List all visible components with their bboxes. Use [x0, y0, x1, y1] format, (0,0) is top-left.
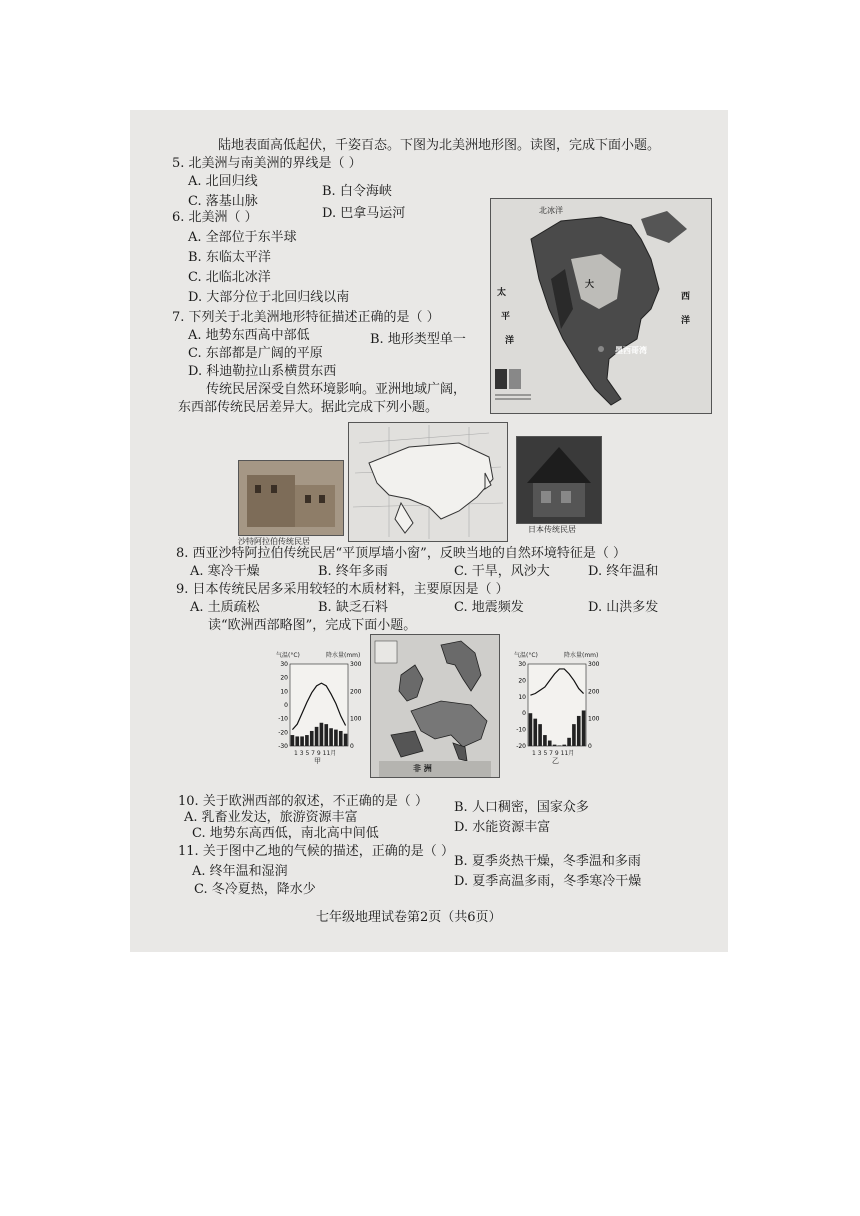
- jia-plot: [272, 658, 366, 758]
- q8-option-d[interactable]: D. 终年温和: [588, 564, 659, 579]
- jia-months: 1 3 5 7 9 11月: [294, 750, 337, 757]
- jia-temp-tick: -30: [278, 743, 288, 750]
- q5-option-d[interactable]: D. 巴拿马运河: [322, 206, 406, 221]
- label-pacific-2: 平: [501, 312, 511, 322]
- intro-europe: 读“欧洲西部略图”，完成下面小题。: [208, 618, 417, 633]
- jia-precip-bar: [310, 731, 314, 746]
- north-america-map: [490, 198, 712, 414]
- yi-precip-bar: [572, 724, 576, 746]
- yi-precip-bar: [553, 745, 557, 746]
- yi-precip-bar: [538, 724, 542, 746]
- yi-temp-tick: 10: [518, 693, 526, 701]
- yi-temp-tick: 0: [522, 710, 526, 718]
- jia-temp-tick: 30: [280, 661, 288, 668]
- jia-precip-bar: [291, 735, 295, 746]
- jia-precip-tick: 100: [350, 715, 362, 723]
- climate-chart-jia: [272, 650, 366, 764]
- yi-precip-bar: [558, 745, 562, 746]
- saudi-house-photo: [238, 460, 344, 536]
- q11-option-c[interactable]: C. 冬冷夏热，降水少: [194, 882, 316, 897]
- yi-precip-tick: 200: [588, 688, 600, 696]
- jia-precip-bar: [300, 736, 304, 746]
- q11-option-a[interactable]: A. 终年温和湿润: [192, 864, 288, 879]
- intro-asia-2: 东西部传统民居差异大。据此完成下列小题。: [178, 400, 439, 415]
- yi-precip-bar: [582, 710, 586, 746]
- q5-option-a[interactable]: A. 北回归线: [188, 174, 258, 189]
- q7-option-c[interactable]: C. 东部都是广阔的平原: [188, 346, 323, 361]
- jia-precip-bar: [334, 730, 338, 746]
- q8-option-c[interactable]: C. 干旱，风沙大: [454, 564, 550, 579]
- q6-stem: 6. 北美洲（ ）: [172, 210, 258, 225]
- q10-option-c[interactable]: C. 地势东高西低，南北高中间低: [192, 826, 379, 841]
- jia-precip-tick: 0: [350, 743, 354, 750]
- intro-asia-1: 传统民居深受自然环境影响。亚洲地域广阔，: [206, 382, 467, 397]
- yi-precip-tick: 300: [588, 661, 600, 668]
- climate-chart-yi: [510, 650, 604, 764]
- jia-precip-tick: 300: [350, 661, 362, 668]
- q11-option-b[interactable]: B. 夏季炎热干燥，冬季温和多雨: [454, 854, 641, 869]
- yi-label: 乙: [552, 757, 559, 765]
- yi-precip-bar: [567, 738, 571, 746]
- jia-label: 甲: [314, 757, 321, 765]
- q11-option-d[interactable]: D. 夏季高温多雨，冬季寒冷干燥: [454, 874, 642, 889]
- q8-option-b[interactable]: B. 终年多雨: [318, 564, 388, 579]
- yi-plot: [510, 658, 604, 758]
- q11-stem: 11. 关于图中乙地的气候的描述，正确的是（ ）: [178, 844, 454, 859]
- jia-precip-title: 降水量(mm): [326, 652, 361, 659]
- yi-temp-tick: -10: [516, 726, 526, 734]
- q8-stem: 8. 西亚沙特阿拉伯传统民居“平顶厚墙小窗”，反映当地的自然环境特征是（ ）: [176, 546, 626, 561]
- jia-temp-title: 气温(°C): [276, 652, 300, 659]
- yi-precip-bar: [543, 735, 547, 746]
- jia-precip-bar: [324, 724, 328, 746]
- yi-temp-title: 气温(°C): [514, 652, 538, 659]
- yi-temp-tick: 20: [518, 677, 526, 685]
- jia-temp-tick: 10: [280, 688, 288, 696]
- q6-option-b[interactable]: B. 东临太平洋: [188, 250, 271, 265]
- page-footer: 七年级地理试卷第2页（共6页）: [316, 910, 502, 925]
- north-america-outline: [491, 199, 711, 413]
- jia-precip-bar: [339, 731, 343, 746]
- yi-temp-tick: 30: [518, 661, 526, 668]
- yi-temp-tick: -20: [516, 743, 526, 750]
- q9-option-d[interactable]: D. 山洪多发: [588, 600, 659, 615]
- western-europe-map: [370, 634, 500, 778]
- q9-stem: 9. 日本传统民居多采用较轻的木质材料，主要原因是（ ）: [176, 582, 509, 597]
- q8-option-a[interactable]: A. 寒冷干燥: [190, 564, 260, 579]
- q7-option-b[interactable]: B. 地形类型单一: [370, 332, 466, 347]
- jia-temp-tick: -20: [278, 729, 288, 737]
- yi-precip-title: 降水量(mm): [564, 652, 599, 659]
- q6-option-a[interactable]: A. 全部位于东半球: [188, 230, 297, 245]
- yi-precip-bar: [548, 741, 552, 746]
- q7-stem: 7. 下列关于北美洲地形特征描述正确的是（ ）: [172, 310, 440, 325]
- q10-stem: 10. 关于欧洲西部的叙述，不正确的是（ ）: [178, 794, 428, 809]
- japan-house-caption: 日本传统民居: [528, 525, 576, 534]
- label-pacific-3: 洋: [505, 336, 515, 346]
- intro-north-america: 陆地表面高低起伏，千姿百态。下图为北美洲地形图。读图，完成下面小题。: [218, 138, 661, 153]
- q10-option-b[interactable]: B. 人口稠密，国家众多: [454, 800, 589, 815]
- yi-precip-bar: [577, 716, 581, 746]
- yi-precip-bar: [562, 745, 566, 746]
- yi-precip-bar: [533, 719, 537, 746]
- jia-precip-bar: [305, 735, 309, 746]
- q9-option-b[interactable]: B. 缺乏石料: [318, 600, 388, 615]
- label-arctic-ocean: 北冰洋: [539, 206, 563, 215]
- q6-option-c[interactable]: C. 北临北冰洋: [188, 270, 271, 285]
- japan-house-photo: [516, 436, 602, 524]
- jia-precip-bar: [320, 723, 324, 746]
- q5-option-b[interactable]: B. 白令海峡: [322, 184, 392, 199]
- asia-map: [348, 422, 508, 542]
- jia-temp-tick: 0: [284, 702, 288, 709]
- label-atlantic-1: 西: [681, 292, 691, 302]
- q7-option-a[interactable]: A. 地势东西高中部低: [188, 328, 310, 343]
- label-africa: 非 洲: [413, 764, 432, 773]
- jia-precip-bar: [315, 727, 319, 746]
- yi-precip-bar: [529, 713, 533, 746]
- q5-option-c[interactable]: C. 落基山脉: [188, 194, 258, 209]
- label-gulf-of-mexico: 墨西哥湾: [615, 346, 647, 355]
- label-continent-1: 大: [585, 280, 595, 290]
- jia-temp-tick: -10: [278, 715, 288, 723]
- jia-precip-bar: [329, 728, 333, 746]
- yi-precip-tick: 0: [588, 743, 592, 750]
- jia-precip-bar: [295, 736, 299, 746]
- yi-precip-tick: 100: [588, 715, 600, 723]
- jia-temp-tick: 20: [280, 674, 288, 682]
- exam-page: [130, 110, 728, 952]
- yi-months: 1 3 5 7 9 11月: [532, 750, 575, 757]
- q10-option-d[interactable]: D. 水能资源丰富: [454, 820, 551, 835]
- label-atlantic-2: 洋: [681, 316, 691, 326]
- q6-option-d[interactable]: D. 大部分位于北回归线以南: [188, 290, 350, 305]
- q10-option-a[interactable]: A. 乳畜业发达，旅游资源丰富: [184, 810, 358, 825]
- q9-option-c[interactable]: C. 地震频发: [454, 600, 524, 615]
- jia-precip-tick: 200: [350, 688, 362, 696]
- q5-stem: 5. 北美洲与南美洲的界线是（ ）: [172, 156, 362, 171]
- jia-precip-bar: [344, 734, 348, 746]
- q7-option-d[interactable]: D. 科迪勒拉山系横贯东西: [188, 364, 337, 379]
- label-pacific-1: 太: [497, 288, 507, 298]
- q9-option-a[interactable]: A. 土质疏松: [190, 600, 260, 615]
- saudi-house-caption: 沙特阿拉伯传统民居: [238, 537, 310, 546]
